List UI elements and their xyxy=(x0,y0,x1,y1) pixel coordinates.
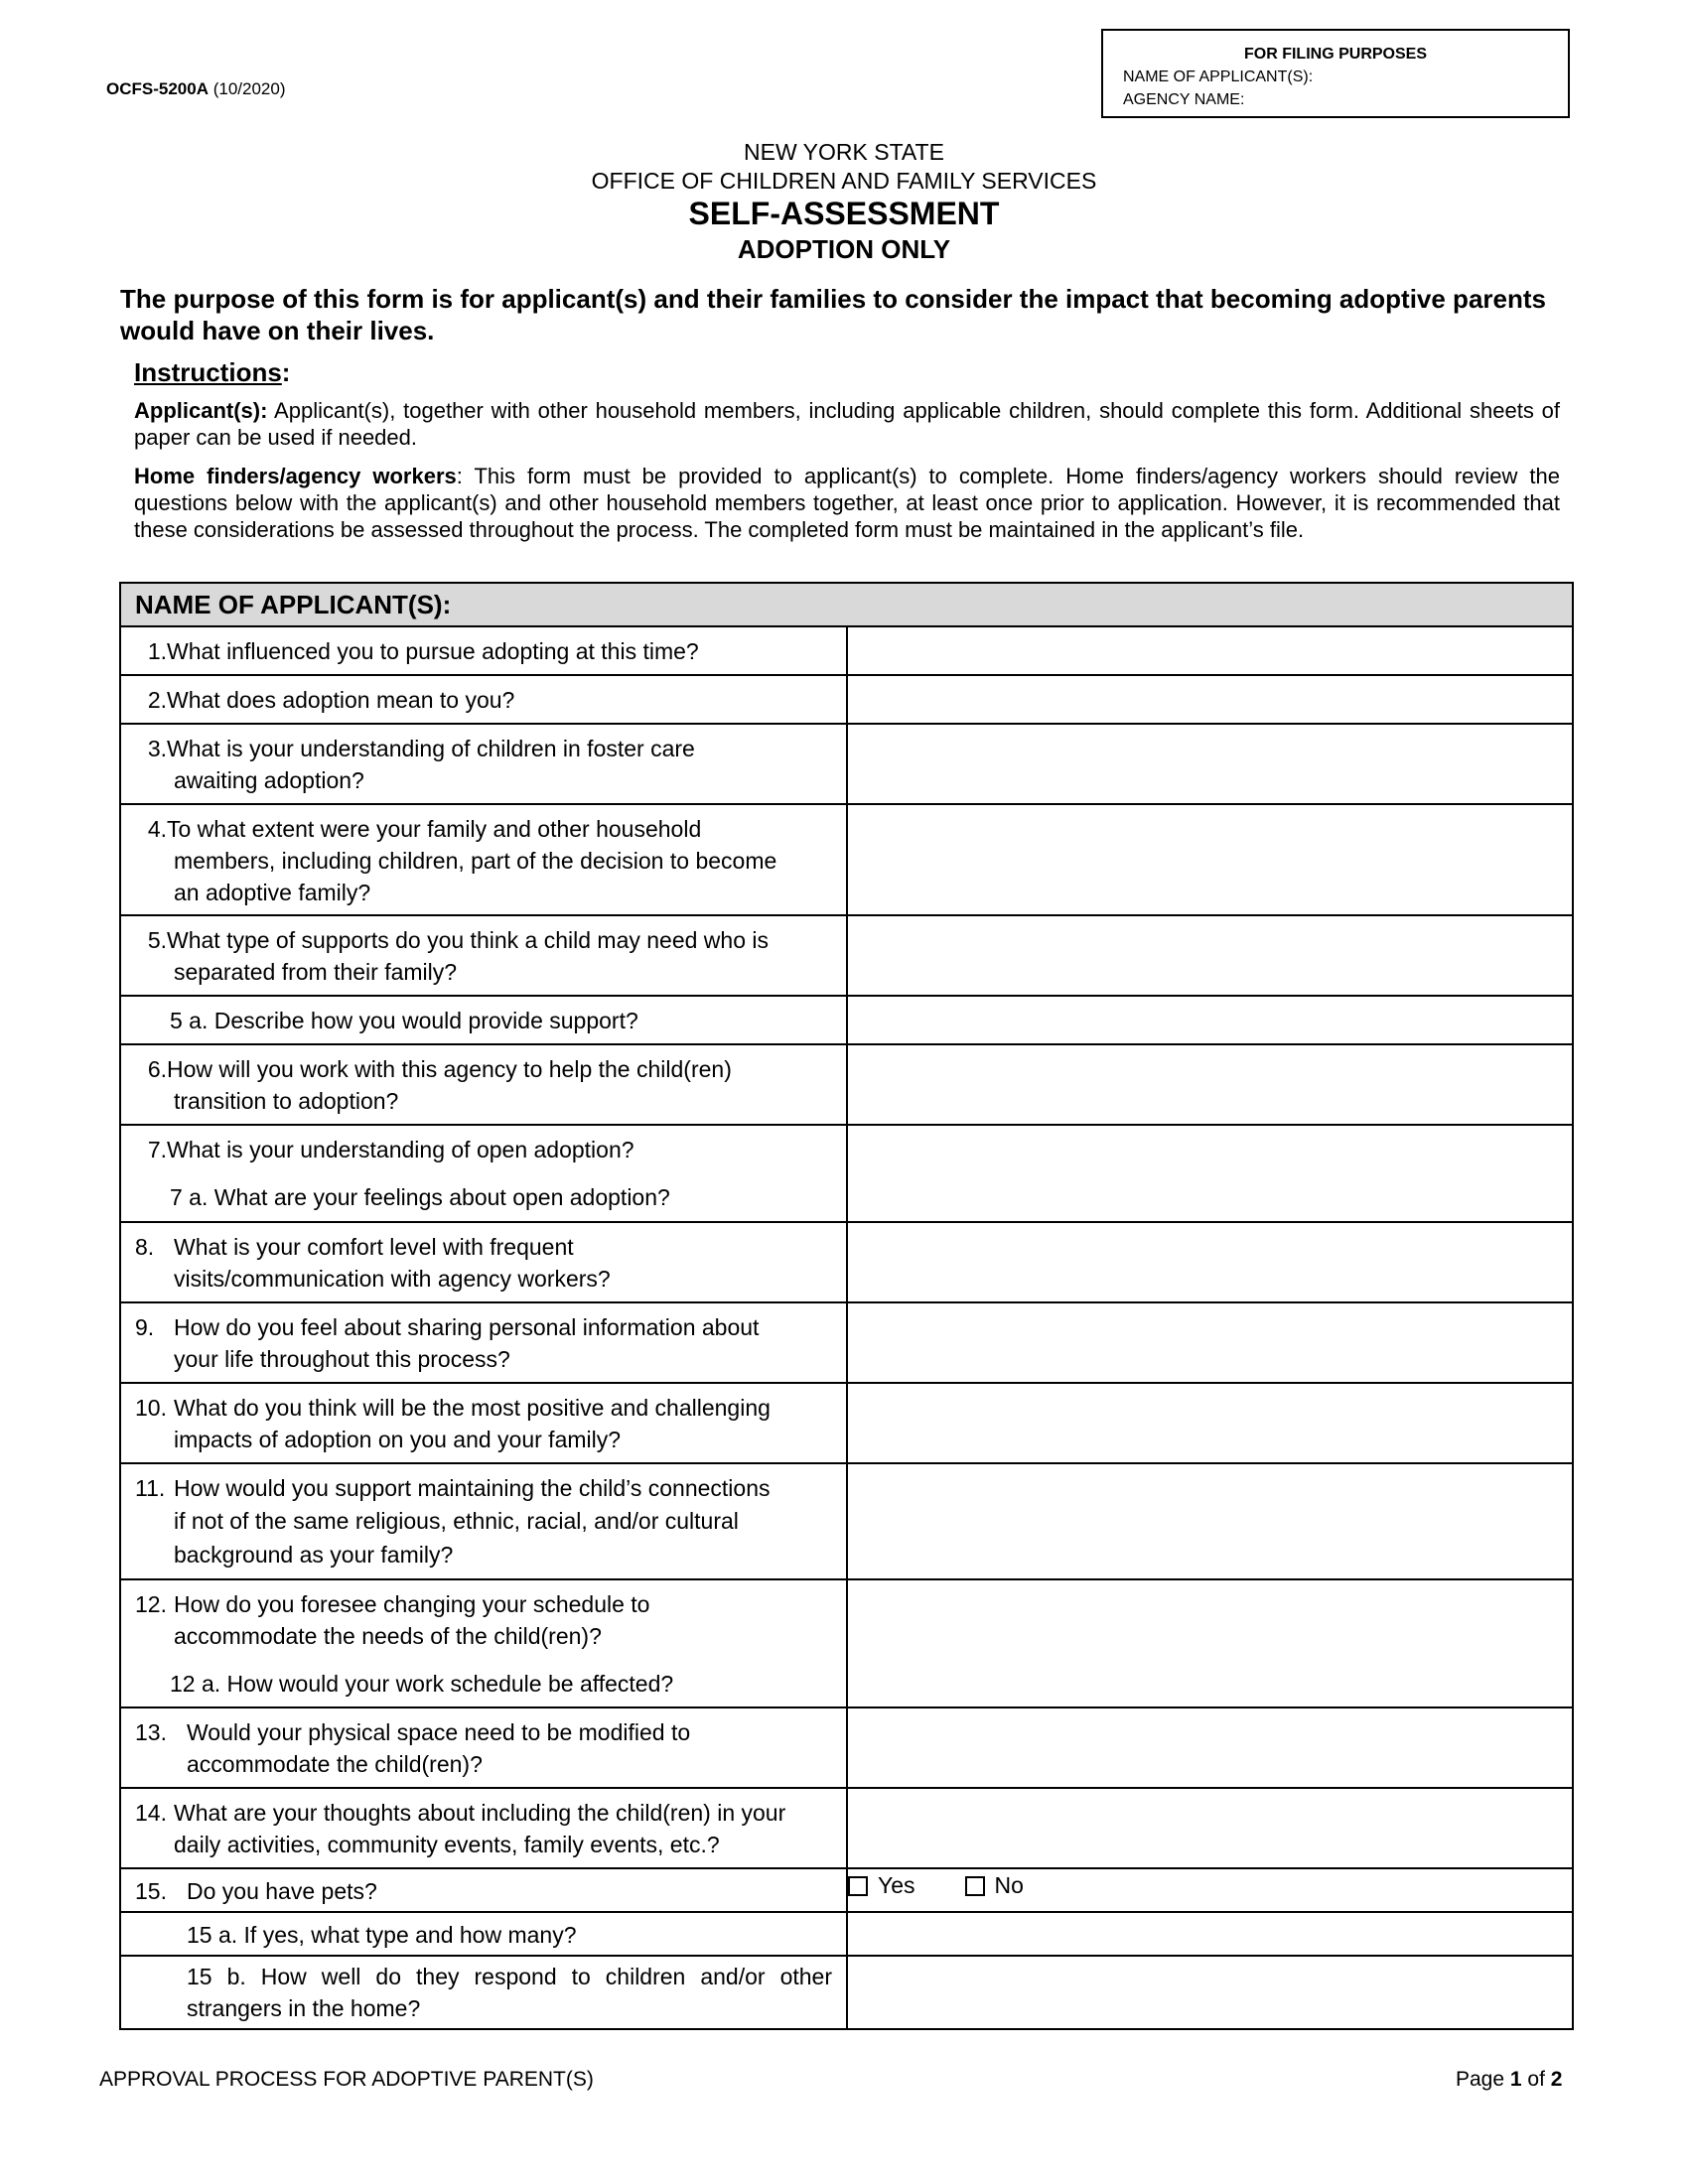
question-14 xyxy=(120,1788,847,1868)
question-text-cont: transition to adoption? xyxy=(174,1088,399,1114)
question-7a-text: 7 a. What are your feelings about open adoption? xyxy=(170,1184,670,1210)
question-number: 12. xyxy=(135,1591,167,1617)
question-text: How would you support maintaining the child’s connections xyxy=(174,1475,771,1501)
instructions-heading-text: Instructions xyxy=(134,357,282,387)
table-row xyxy=(120,1125,1573,1222)
question-text-cont: members, including children, part of the decision to become xyxy=(174,848,777,874)
answer-4[interactable] xyxy=(847,804,1573,915)
question-text: To what extent were your family and other household xyxy=(167,816,702,842)
question-number: 1. xyxy=(147,638,167,664)
page-current: 1 xyxy=(1509,2068,1522,2091)
question-text: 15 a. If yes, what type and how many? xyxy=(187,1922,577,1948)
question-12a-text: 12 a. How would your work schedule be affected? xyxy=(170,1671,674,1697)
answer-11[interactable] xyxy=(847,1463,1573,1579)
applicant-name-header-label: NAME OF APPLICANT(S): xyxy=(135,590,452,619)
question-text: Would your physical space need to be modified to xyxy=(187,1719,691,1745)
question-13 xyxy=(120,1707,847,1788)
question-number: 9. xyxy=(135,1314,155,1340)
question-text: What are your thoughts about including the child(ren) in your xyxy=(174,1800,786,1826)
table-row xyxy=(120,1579,1573,1707)
answer-5[interactable] xyxy=(847,915,1573,996)
table-row xyxy=(120,996,1573,1044)
question-number: 13. xyxy=(135,1719,167,1745)
filing-agency-label: AGENCY NAME: xyxy=(1123,91,1245,108)
question-text: What do you think will be the most positive and challenging xyxy=(174,1395,771,1421)
question-4 xyxy=(120,804,847,915)
pets-no-label: No xyxy=(994,1872,1024,1898)
answer-8[interactable] xyxy=(847,1222,1573,1302)
question-text-cont: your life throughout this process? xyxy=(174,1346,510,1372)
question-10 xyxy=(120,1383,847,1463)
answer-15a[interactable] xyxy=(847,1912,1573,1956)
table-row xyxy=(120,804,1573,915)
filing-box-title: FOR FILING PURPOSES xyxy=(1243,46,1427,63)
question-1 xyxy=(120,626,847,675)
question-text: How do you feel about sharing personal information about xyxy=(174,1314,760,1340)
question-number: 8. xyxy=(135,1234,155,1260)
question-number: 14. xyxy=(135,1800,167,1826)
instructions-heading xyxy=(134,357,290,388)
header-state: NEW YORK STATE xyxy=(744,139,944,165)
question-text-cont: daily activities, community events, family events, etc.? xyxy=(174,1832,720,1857)
answer-14[interactable] xyxy=(847,1788,1573,1868)
question-number: 3. xyxy=(147,736,167,761)
question-text-cont: impacts of adoption on you and your family? xyxy=(174,1427,622,1452)
question-number: 4. xyxy=(147,816,167,842)
header-office: OFFICE OF CHILDREN AND FAMILY SERVICES xyxy=(591,168,1097,194)
questions-table xyxy=(119,582,1574,2030)
pets-answer xyxy=(847,1868,1573,1912)
question-3 xyxy=(120,724,847,804)
question-12 xyxy=(120,1579,847,1707)
table-row xyxy=(120,1956,1573,2029)
question-text-cont: awaiting adoption? xyxy=(174,767,364,793)
homefinder-text: : This form must be provided to applicant(s) to complete. Home finders/agency workers should review the questions below with the applicant(s) and other household members together, at least once prior to application. However, it is recommended that these considerations be assessed throughout the process. The completed form must be maintained in the applicant’s file. xyxy=(134,464,1560,542)
table-row xyxy=(120,675,1573,724)
answer-15b[interactable] xyxy=(847,1956,1573,2029)
answer-12[interactable] xyxy=(847,1579,1573,1707)
table-row xyxy=(120,626,1573,675)
page-subtitle: ADOPTION ONLY xyxy=(737,234,951,264)
question-text-cont: separated from their family? xyxy=(174,959,458,985)
table-row xyxy=(120,1383,1573,1463)
question-text: How will you work with this agency to help the child(ren) xyxy=(167,1056,732,1082)
question-9 xyxy=(120,1302,847,1383)
question-2 xyxy=(120,675,847,724)
question-5a xyxy=(120,996,847,1044)
question-number: 6. xyxy=(147,1056,167,1082)
filing-applicant-label: NAME OF APPLICANT(S): xyxy=(1123,68,1314,85)
instructions-applicant xyxy=(134,397,1560,451)
question-5 xyxy=(120,915,847,996)
homefinder-label: Home finders/agency workers xyxy=(134,464,457,488)
question-text-cont: visits/communication with agency workers? xyxy=(174,1266,611,1292)
answer-9[interactable] xyxy=(847,1302,1573,1383)
table-row xyxy=(120,1302,1573,1383)
question-text-cont: accommodate the needs of the child(ren)? xyxy=(174,1623,602,1649)
question-text: Do you have pets? xyxy=(187,1878,377,1904)
answer-7[interactable] xyxy=(847,1125,1573,1222)
form-date: (10/2020) xyxy=(212,79,286,98)
filing-box xyxy=(1101,29,1570,118)
question-text-cont: strangers in the home? xyxy=(187,1995,421,2021)
applicant-label: Applicant(s): xyxy=(134,398,268,423)
answer-5a[interactable] xyxy=(847,996,1573,1044)
answer-1[interactable] xyxy=(847,626,1573,675)
question-text: 5 a. Describe how you would provide support? xyxy=(170,1008,638,1033)
question-number: 11. xyxy=(135,1475,166,1501)
table-row xyxy=(120,1222,1573,1302)
question-text-cont: an adoptive family? xyxy=(174,880,371,905)
page-of: of xyxy=(1527,2068,1545,2091)
applicant-name-header[interactable] xyxy=(120,583,1573,626)
question-text-cont: if not of the same religious, ethnic, racial, and/or cultural xyxy=(174,1508,739,1534)
question-15a xyxy=(120,1912,847,1956)
table-row xyxy=(120,915,1573,996)
page-label: Page xyxy=(1456,2068,1505,2091)
pets-no-checkbox[interactable] xyxy=(965,1876,985,1896)
answer-2[interactable] xyxy=(847,675,1573,724)
page-title: SELF-ASSESSMENT xyxy=(688,196,1000,231)
question-text: What is your understanding of open adoption? xyxy=(167,1137,634,1162)
table-row xyxy=(120,1707,1573,1788)
question-15b xyxy=(120,1956,847,2029)
question-text: What influenced you to pursue adopting at this time? xyxy=(167,638,699,664)
form-id xyxy=(106,79,286,99)
instructions-homefinder xyxy=(134,463,1560,543)
table-row xyxy=(120,1044,1573,1125)
question-11 xyxy=(120,1463,847,1579)
pets-yes-label: Yes xyxy=(878,1872,915,1898)
applicant-text: Applicant(s), together with other household members, including applicable children, should complete this form. Additional sheets of paper can be used if needed. xyxy=(134,398,1560,450)
answer-6[interactable] xyxy=(847,1044,1573,1125)
footer-title: APPROVAL PROCESS FOR ADOPTIVE PARENT(S) xyxy=(99,2068,594,2091)
question-number: 7. xyxy=(147,1137,167,1162)
table-row xyxy=(120,1463,1573,1579)
instructions-colon: : xyxy=(281,357,291,387)
table-row xyxy=(120,1788,1573,1868)
answer-10[interactable] xyxy=(847,1383,1573,1463)
table-row xyxy=(120,1868,1573,1912)
question-text-cont: background as your family? xyxy=(174,1542,454,1568)
question-text: What does adoption mean to you? xyxy=(167,687,515,713)
pets-yes-checkbox[interactable] xyxy=(848,1876,868,1896)
question-8 xyxy=(120,1222,847,1302)
table-row xyxy=(120,1912,1573,1956)
answer-13[interactable] xyxy=(847,1707,1573,1788)
page-number xyxy=(1456,2068,1562,2092)
form-code: OCFS-5200A xyxy=(106,79,209,98)
answer-3[interactable] xyxy=(847,724,1573,804)
table-row xyxy=(120,724,1573,804)
question-text: What is your comfort level with frequent xyxy=(174,1234,574,1260)
question-text-cont: accommodate the child(ren)? xyxy=(187,1751,483,1777)
question-number: 15. xyxy=(135,1878,167,1904)
question-6 xyxy=(120,1044,847,1125)
question-number: 5. xyxy=(147,927,167,953)
question-text: What type of supports do you think a child may need who is xyxy=(167,927,769,953)
purpose-statement: The purpose of this form is for applicant(s) and their families to consider the impact that becoming adoptive parents would have on their lives. xyxy=(120,284,1546,345)
question-number: 10. xyxy=(135,1395,167,1421)
page-total: 2 xyxy=(1550,2068,1563,2091)
question-7 xyxy=(120,1125,847,1222)
question-text: What is your understanding of children in foster care xyxy=(167,736,695,761)
question-text: How do you foresee changing your schedule to xyxy=(174,1591,650,1617)
question-number: 2. xyxy=(147,687,167,713)
question-15 xyxy=(120,1868,847,1912)
question-text: 15 b. How well do they respond to children and/or other xyxy=(187,1964,832,1989)
